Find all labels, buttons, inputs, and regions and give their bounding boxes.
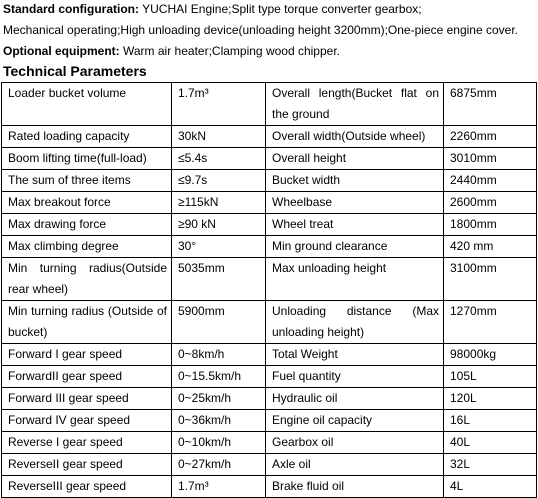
technical-parameters-table: [1, 82, 537, 498]
param-value: 0~15.5km/h: [172, 366, 266, 388]
param-name: Hydraulic oil: [266, 388, 444, 410]
param-value: 420 mm: [444, 236, 537, 258]
param-value: 1800mm: [444, 214, 537, 236]
param-value: 32L: [444, 454, 537, 476]
param-value: 6875mm: [444, 83, 537, 126]
param-value: 0~36km/h: [172, 410, 266, 432]
param-name: Engine oil capacity: [266, 410, 444, 432]
param-name: ReverseII gear speed: [2, 454, 172, 476]
table-row: [2, 432, 537, 454]
param-name: Rated loading capacity: [2, 126, 172, 148]
table-row: [2, 83, 537, 126]
table-row: [2, 344, 537, 366]
table-row: [2, 301, 537, 344]
param-name: Overall width(Outside wheel): [266, 126, 444, 148]
param-name: Forward IV gear speed: [2, 410, 172, 432]
param-name: Max unloading height: [266, 258, 444, 301]
optional-equipment-text: Warm air heater;Clamping wood chipper.: [119, 44, 340, 58]
param-value: 1.7m³: [172, 83, 266, 126]
param-value: 5035mm: [172, 258, 266, 301]
param-value: 16L: [444, 410, 537, 432]
param-value: ≥90 kN: [172, 214, 266, 236]
param-value: 0~27km/h: [172, 454, 266, 476]
param-name: Brake fluid oil: [266, 476, 444, 498]
technical-parameters-heading: Technical Parameters: [3, 63, 147, 79]
optional-equipment-line: [3, 44, 340, 59]
param-value: 2440mm: [444, 170, 537, 192]
param-value: 4L: [444, 476, 537, 498]
table-row: [2, 366, 537, 388]
param-value: ≥115kN: [172, 192, 266, 214]
optional-equipment-label: Optional equipment:: [3, 44, 120, 58]
param-name: Wheel treat: [266, 214, 444, 236]
table-row: [2, 454, 537, 476]
param-value: 30°: [172, 236, 266, 258]
param-name: Max drawing force: [2, 214, 172, 236]
param-name: Overall length(Bucket flat on the ground: [266, 83, 444, 126]
standard-configuration-line-2: Mechanical operating;High unloading device(unloading height 3200mm);One-piece engine cover.: [3, 23, 518, 37]
param-value: 5900mm: [172, 301, 266, 344]
table-row: [2, 126, 537, 148]
param-name: ReverseIII gear speed: [2, 476, 172, 498]
param-value: 40L: [444, 432, 537, 454]
param-name: Overall height: [266, 148, 444, 170]
param-name: Loader bucket volume: [2, 83, 172, 126]
param-name: Max breakout force: [2, 192, 172, 214]
table-row: [2, 258, 537, 301]
param-name: Max climbing degree: [2, 236, 172, 258]
param-name: Forward I gear speed: [2, 344, 172, 366]
param-value: 1270mm: [444, 301, 537, 344]
param-value: ≤5.4s: [172, 148, 266, 170]
table-row: [2, 388, 537, 410]
table-row: [2, 236, 537, 258]
param-name: Axle oil: [266, 454, 444, 476]
table-row: [2, 170, 537, 192]
param-name: Forward III gear speed: [2, 388, 172, 410]
param-value: 3010mm: [444, 148, 537, 170]
table-row: [2, 476, 537, 498]
standard-configuration-label: Standard configuration:: [3, 2, 139, 16]
param-name: Total Weight: [266, 344, 444, 366]
param-name: The sum of three items: [2, 170, 172, 192]
param-value: 98000kg: [444, 344, 537, 366]
param-value: 0~10km/h: [172, 432, 266, 454]
standard-configuration-line: [3, 2, 422, 17]
table-row: [2, 214, 537, 236]
param-value: 2600mm: [444, 192, 537, 214]
param-name: Wheelbase: [266, 192, 444, 214]
param-name: Boom lifting time(full-load): [2, 148, 172, 170]
param-value: 3100mm: [444, 258, 537, 301]
param-value: 30kN: [172, 126, 266, 148]
table-row: [2, 410, 537, 432]
param-value: 1.7m³: [172, 476, 266, 498]
table-row: [2, 148, 537, 170]
param-value: 2260mm: [444, 126, 537, 148]
param-value: ≤9.7s: [172, 170, 266, 192]
param-name: Min turning radius (Outside of bucket): [2, 301, 172, 344]
param-name: Min ground clearance: [266, 236, 444, 258]
param-name: Unloading distance (Max unloading height): [266, 301, 444, 344]
param-name: Gearbox oil: [266, 432, 444, 454]
standard-configuration-text: YUCHAI Engine;Split type torque converter gearbox;: [139, 2, 422, 16]
param-value: 0~8km/h: [172, 344, 266, 366]
param-name: ForwardII gear speed: [2, 366, 172, 388]
param-value: 0~25km/h: [172, 388, 266, 410]
param-name: Min turning radius(Outside rear wheel): [2, 258, 172, 301]
param-value: 105L: [444, 366, 537, 388]
param-name: Fuel quantity: [266, 366, 444, 388]
param-value: 120L: [444, 388, 537, 410]
param-name: Reverse I gear speed: [2, 432, 172, 454]
table-row: [2, 192, 537, 214]
param-name: Bucket width: [266, 170, 444, 192]
